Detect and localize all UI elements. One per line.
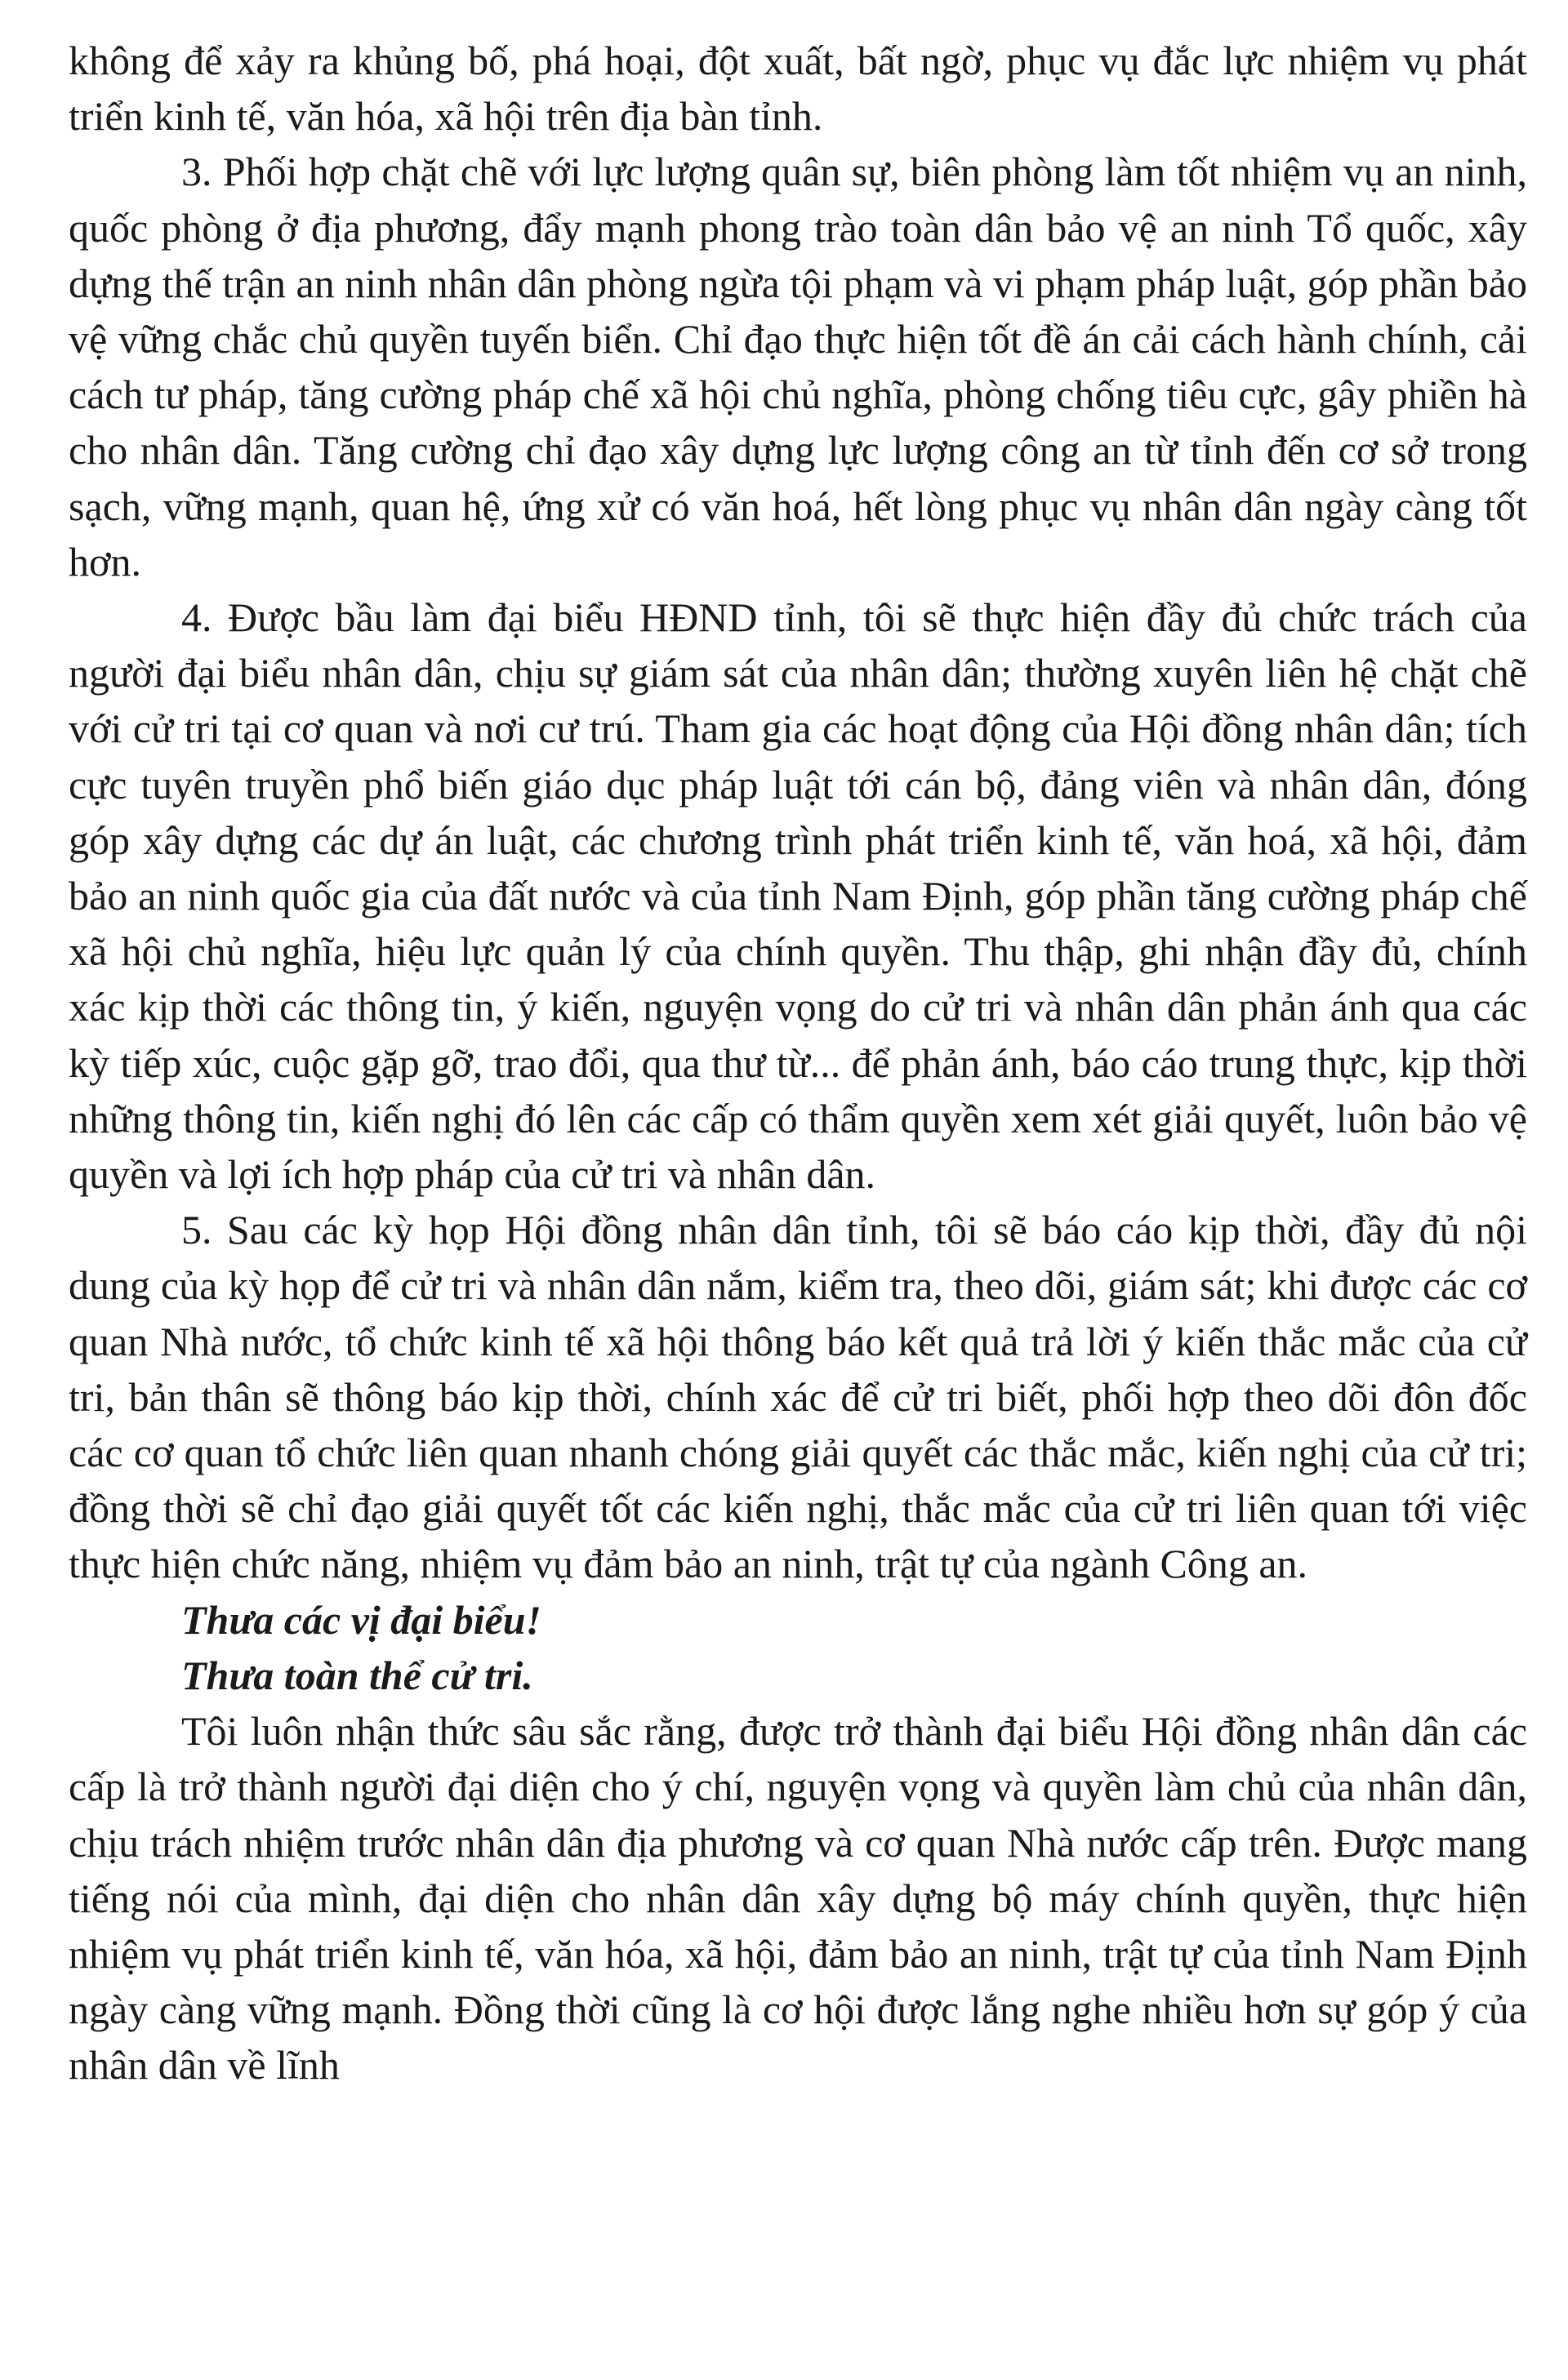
paragraph-item-3: 3. Phối hợp chặt chẽ với lực lượng quân sự, biên phòng làm tốt nhiệm vụ an ninh, quốc phòng ở địa phương, đẩy mạnh phong trào toàn dân bảo vệ an ninh Tổ quốc, xây dựng thế trận an ninh nhân dân phòng ngừa tội phạm và vi phạm pháp luật, góp phần bảo vệ vững chắc chủ quyền tuyến biển. Chỉ đạo thực hiện tốt đề án cải cách hành chính, cải cách tư pháp, tăng cường pháp chế xã hội chủ nghĩa, phòng chống tiêu cực, gây phiền hà cho nhân dân. Tăng cường chỉ đạo xây dựng lực lượng công an từ tỉnh đến cơ sở trong sạch, vững mạnh, quan hệ, ứng xử có văn hoá, hết lòng phục vụ nhân dân ngày càng tốt hơn.	[69, 149, 1527, 585]
document-page	[69, 33, 1527, 2093]
salutation-delegates: Thưa các vị đại biểu!	[181, 1596, 542, 1643]
paragraph-item-4: 4. Được bầu làm đại biểu HĐND tỉnh, tôi sẽ thực hiện đầy đủ chức trách của người đại biểu nhân dân, chịu sự giám sát của nhân dân; thường xuyên liên hệ chặt chẽ với cử tri tại cơ quan và nơi cư trú. Tham gia các hoạt động của Hội đồng nhân dân; tích cực tuyên truyền phổ biến giáo dục pháp luật tới cán bộ, đảng viên và nhân dân, đóng góp xây dựng các dự án luật, các chương trình phát triển kinh tế, văn hoá, xã hội, đảm bảo an ninh quốc gia của đất nước và của tỉnh Nam Định, góp phần tăng cường pháp chế xã hội chủ nghĩa, hiệu lực quản lý của chính quyền. Thu thập, ghi nhận đầy đủ, chính xác kịp thời các thông tin, ý kiến, nguyện vọng do cử tri và nhân dân phản ánh qua các kỳ tiếp xúc, cuộc gặp gỡ, trao đổi, qua thư từ... để phản ánh, báo cáo trung thực, kịp thời những thông tin, kiến nghị đó lên các cấp có thẩm quyền xem xét giải quyết, luôn bảo vệ quyền và lợi ích hợp pháp của cử tri và nhân dân.	[69, 594, 1527, 1198]
paragraph-closing: Tôi luôn nhận thức sâu sắc rằng, được trở thành đại biểu Hội đồng nhân dân các cấp là trở thành người đại diện cho ý chí, nguyện vọng và quyền làm chủ của nhân dân, chịu trách nhiệm trước nhân dân địa phương và cơ quan Nhà nước cấp trên. Được mang tiếng nói của mình, đại diện cho nhân dân xây dựng bộ máy chính quyền, thực hiện nhiệm vụ phát triển kinh tế, văn hóa, xã hội, đảm bảo an ninh, trật tự của tỉnh Nam Định ngày càng vững mạnh. Đồng thời cũng là cơ hội được lắng nghe nhiều hơn sự góp ý của nhân dân về lĩnh	[69, 1708, 1527, 2089]
paragraph-continuation: không để xảy ra khủng bố, phá hoại, đột xuất, bất ngờ, phục vụ đắc lực nhiệm vụ phát triển kinh tế, văn hóa, xã hội trên địa bàn tỉnh.	[69, 38, 1527, 140]
salutation-voters: Thưa toàn thể cử tri.	[181, 1652, 533, 1698]
paragraph-item-5: 5. Sau các kỳ họp Hội đồng nhân dân tỉnh, tôi sẽ báo cáo kịp thời, đầy đủ nội dung của kỳ họp để cử tri và nhân dân nắm, kiểm tra, theo dõi, giám sát; khi được các cơ quan Nhà nước, tổ chức kinh tế xã hội thông báo kết quả trả lời ý kiến thắc mắc của cử tri, bản thân sẽ thông báo kịp thời, chính xác để cử tri biết, phối hợp theo dõi đôn đốc các cơ quan tổ chức liên quan nhanh chóng giải quyết các thắc mắc, kiến nghị của cử tri; đồng thời sẽ chỉ đạo giải quyết tốt các kiến nghị, thắc mắc của cử tri liên quan tới việc thực hiện chức năng, nhiệm vụ đảm bảo an ninh, trật tự của ngành Công an.	[69, 1207, 1527, 1587]
